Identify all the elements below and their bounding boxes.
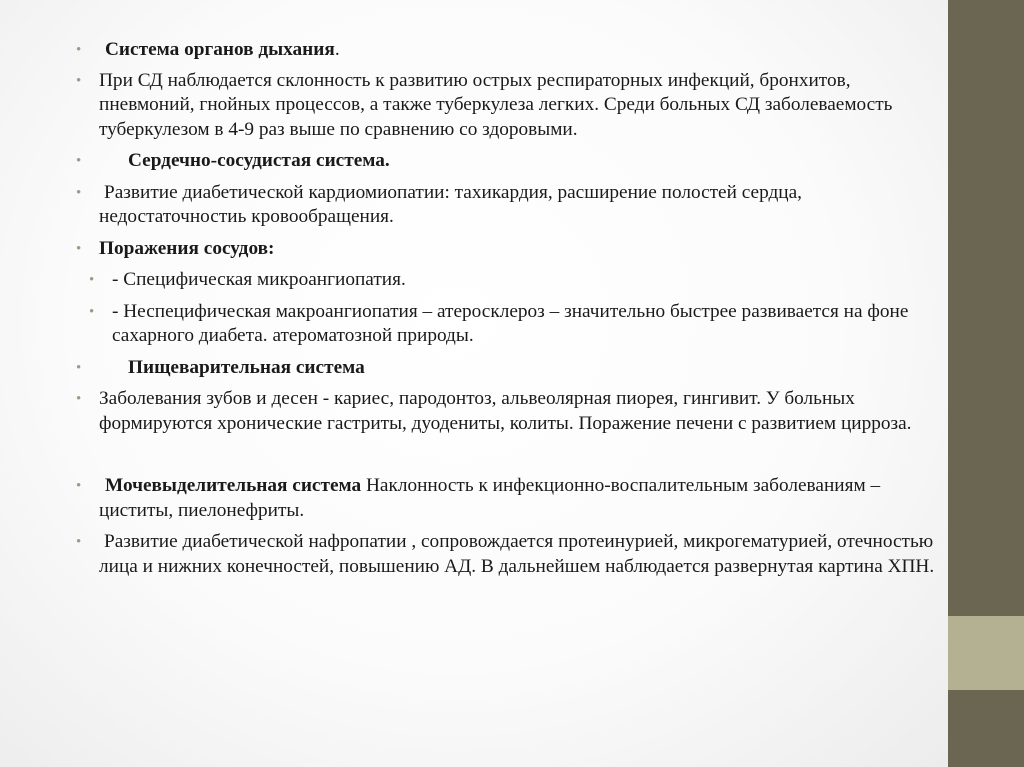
bullet-icon: • bbox=[76, 240, 82, 257]
list-item-cardio-text bbox=[76, 181, 946, 230]
sidebar-accent-block bbox=[948, 616, 1024, 690]
heading-urinary: Мочевыделительная система bbox=[105, 475, 362, 496]
slide-content bbox=[76, 38, 946, 579]
list-item-vessels-heading bbox=[76, 237, 946, 262]
bullet-icon: • bbox=[76, 42, 82, 58]
bullet-icon: • bbox=[76, 478, 82, 494]
paragraph-cardiomyopathy: Развитие диабетической кардиомиопатии: тахикардия, расширение полостей сердца, недостаточностиь кровообращения. bbox=[99, 181, 802, 227]
list-item-digestive-text bbox=[76, 387, 946, 436]
list-item-respiratory-text bbox=[76, 69, 946, 143]
bullet-icon: • bbox=[76, 153, 82, 169]
list-item-macroangiopathy bbox=[89, 300, 946, 349]
list-item-nephropathy bbox=[76, 530, 946, 579]
list-item-cardio-heading bbox=[76, 149, 946, 174]
list-item-microangiopathy bbox=[89, 268, 946, 293]
heading-respiratory: Система органов дыхания bbox=[105, 39, 335, 60]
paragraph-respiratory: При СД наблюдается склонность к развитию острых респираторных инфекций, бронхитов, пневмоний, гнойных процессов, а также туберкулеза легких. Среди больных СД заболеваемость туберкулезом в 4-9 раз выше по сравнению со здоровыми. bbox=[99, 69, 893, 140]
list-item-respiratory-heading: • Система органов дыхания. bbox=[76, 38, 946, 63]
bullet-icon: • bbox=[76, 359, 82, 376]
bullet-icon: • bbox=[76, 72, 82, 89]
paragraph-digestive: Заболевания зубов и десен - кариес, пародонтоз, альвеолярная пиорея, гингивит. У больных формируются хронические гастриты, дуодениты, колиты. Поражение печени с развитием цирроза. bbox=[99, 388, 912, 434]
bullet-icon: • bbox=[76, 391, 82, 407]
bullet-icon: • bbox=[76, 184, 82, 201]
list-item-urinary bbox=[76, 474, 946, 523]
paragraph-microangiopathy: - Специфическая микроангиопатия. bbox=[112, 269, 406, 290]
heading-vessels: Поражения сосудов: bbox=[99, 237, 275, 259]
bullet-icon: • bbox=[76, 534, 82, 550]
list-item-digestive-heading bbox=[76, 356, 946, 381]
heading-cardiovascular: Сердечно-сосудистая система. bbox=[128, 150, 390, 171]
bullet-icon: • bbox=[89, 272, 95, 288]
bullet-icon: • bbox=[89, 303, 95, 320]
paragraph-urinary: Наклонность к инфекционно-воспалительным заболеваниям – циститы, пиелонефриты. bbox=[99, 475, 881, 521]
paragraph-macroangiopathy: - Неспецифическая макроангиопатия – атеросклероз – значительно быстрее развивается на фоне сахарного диабета. атероматозной природы. bbox=[112, 300, 909, 346]
paragraph-nephropathy: Развитие диабетической нафропатии , сопровождается протеинурией, микрогематурией, отечностью лица и нижних конечностей, повышению АД. В дальнейшем наблюдается развернутая картина ХПН. bbox=[99, 531, 935, 577]
heading-digestive: Пищеварительная система bbox=[128, 356, 365, 378]
